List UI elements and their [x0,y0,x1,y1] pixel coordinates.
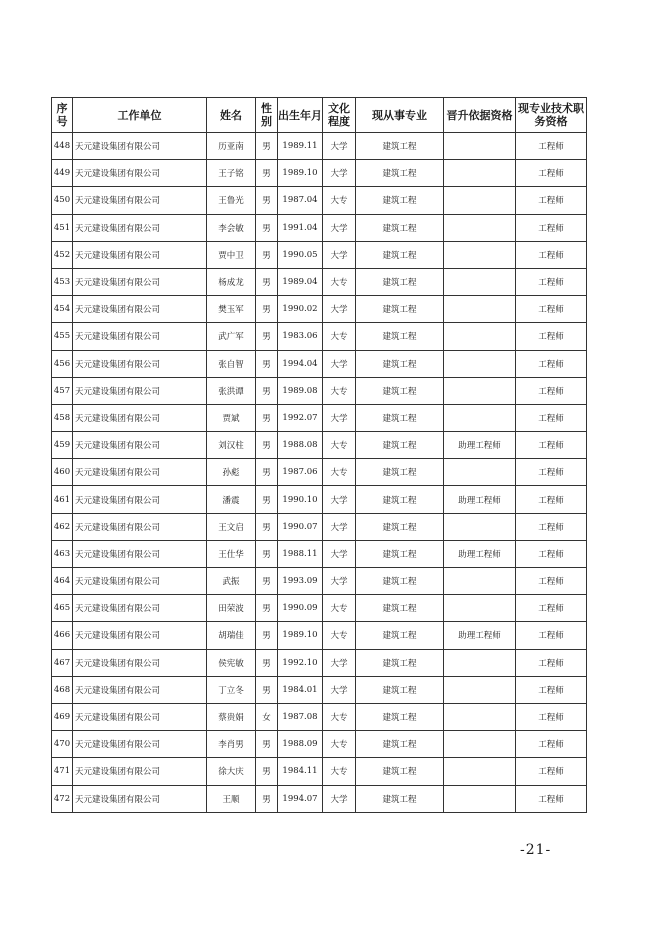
page-number: -21- [520,842,552,858]
cell-birth: 1988.11 [278,540,323,567]
cell-seq: 467 [52,649,73,676]
cell-seq: 462 [52,513,73,540]
cell-seq: 459 [52,432,73,459]
cell-education: 大学 [323,160,356,187]
cell-unit: 天元建设集团有限公司 [73,187,207,214]
cell-gender: 男 [256,540,278,567]
table-row [52,649,587,676]
cell-birth: 1990.10 [278,486,323,513]
cell-seq: 471 [52,758,73,785]
cell-name: 徐大庆 [207,758,256,785]
cell-name: 潘震 [207,486,256,513]
cell-name: 孙彪 [207,459,256,486]
cell-qualification: 工程师 [516,649,587,676]
cell-unit: 天元建设集团有限公司 [73,676,207,703]
cell-seq: 463 [52,540,73,567]
cell-birth: 1994.07 [278,785,323,812]
cell-basis [444,513,516,540]
cell-education: 大学 [323,540,356,567]
cell-unit: 天元建设集团有限公司 [73,622,207,649]
roster-table-wrap [51,97,586,813]
table-row [52,622,587,649]
cell-education: 大学 [323,676,356,703]
table-row [52,459,587,486]
cell-gender: 男 [256,268,278,295]
cell-education: 大学 [323,214,356,241]
cell-gender: 男 [256,160,278,187]
cell-qualification: 工程师 [516,676,587,703]
cell-name: 王顺 [207,785,256,812]
cell-major: 建筑工程 [356,649,444,676]
cell-education: 大专 [323,187,356,214]
cell-major: 建筑工程 [356,133,444,160]
cell-major: 建筑工程 [356,459,444,486]
cell-unit: 天元建设集团有限公司 [73,785,207,812]
cell-seq: 450 [52,187,73,214]
cell-name: 王文启 [207,513,256,540]
header-unit: 工作单位 [73,98,207,133]
cell-qualification: 工程师 [516,459,587,486]
cell-birth: 1989.04 [278,268,323,295]
cell-major: 建筑工程 [356,513,444,540]
cell-education: 大专 [323,323,356,350]
cell-seq: 472 [52,785,73,812]
cell-seq: 470 [52,731,73,758]
cell-qualification: 工程师 [516,214,587,241]
cell-qualification: 工程师 [516,731,587,758]
cell-basis [444,676,516,703]
cell-birth: 1984.01 [278,676,323,703]
table-row [52,296,587,323]
cell-unit: 天元建设集团有限公司 [73,595,207,622]
cell-basis: 助理工程师 [444,432,516,459]
cell-birth: 1990.02 [278,296,323,323]
cell-gender: 男 [256,404,278,431]
cell-basis: 助理工程师 [444,540,516,567]
cell-name: 李会敏 [207,214,256,241]
cell-basis [444,595,516,622]
cell-name: 张洪谭 [207,377,256,404]
cell-major: 建筑工程 [356,785,444,812]
cell-basis [444,731,516,758]
cell-qualification: 工程师 [516,432,587,459]
cell-gender: 男 [256,214,278,241]
cell-education: 大专 [323,432,356,459]
cell-birth: 1990.09 [278,595,323,622]
cell-name: 丁立冬 [207,676,256,703]
cell-birth: 1989.11 [278,133,323,160]
cell-major: 建筑工程 [356,323,444,350]
table-row [52,377,587,404]
cell-unit: 天元建设集团有限公司 [73,241,207,268]
cell-major: 建筑工程 [356,296,444,323]
cell-gender: 男 [256,758,278,785]
cell-qualification: 工程师 [516,513,587,540]
table-row [52,160,587,187]
cell-education: 大学 [323,486,356,513]
cell-education: 大专 [323,703,356,730]
cell-name: 侯宪敏 [207,649,256,676]
cell-birth: 1989.08 [278,377,323,404]
cell-basis [444,187,516,214]
cell-unit: 天元建设集团有限公司 [73,513,207,540]
cell-seq: 458 [52,404,73,431]
cell-education: 大学 [323,241,356,268]
cell-major: 建筑工程 [356,268,444,295]
cell-unit: 天元建设集团有限公司 [73,432,207,459]
cell-name: 蔡贵娟 [207,703,256,730]
cell-unit: 天元建设集团有限公司 [73,214,207,241]
cell-seq: 448 [52,133,73,160]
cell-major: 建筑工程 [356,622,444,649]
cell-unit: 天元建设集团有限公司 [73,268,207,295]
cell-basis: 助理工程师 [444,622,516,649]
cell-seq: 464 [52,568,73,595]
cell-unit: 天元建设集团有限公司 [73,133,207,160]
table-row [52,731,587,758]
cell-qualification: 工程师 [516,595,587,622]
cell-birth: 1983.06 [278,323,323,350]
cell-major: 建筑工程 [356,595,444,622]
cell-education: 大学 [323,785,356,812]
table-row [52,486,587,513]
table-row [52,595,587,622]
table-row [52,703,587,730]
header-seq: 序号 [52,98,73,133]
cell-birth: 1992.10 [278,649,323,676]
cell-birth: 1992.07 [278,404,323,431]
cell-seq: 455 [52,323,73,350]
roster-table [51,97,587,813]
table-row [52,404,587,431]
cell-gender: 男 [256,323,278,350]
table-row [52,568,587,595]
cell-education: 大学 [323,404,356,431]
cell-basis [444,350,516,377]
cell-seq: 456 [52,350,73,377]
table-row [52,350,587,377]
cell-education: 大学 [323,649,356,676]
table-row [52,785,587,812]
cell-basis [444,649,516,676]
cell-birth: 1991.04 [278,214,323,241]
cell-education: 大专 [323,595,356,622]
cell-gender: 男 [256,296,278,323]
cell-birth: 1990.07 [278,513,323,540]
cell-qualification: 工程师 [516,296,587,323]
cell-unit: 天元建设集团有限公司 [73,296,207,323]
table-body [52,133,587,813]
cell-major: 建筑工程 [356,187,444,214]
cell-name: 田荣波 [207,595,256,622]
cell-qualification: 工程师 [516,622,587,649]
cell-unit: 天元建设集团有限公司 [73,377,207,404]
cell-qualification: 工程师 [516,568,587,595]
cell-gender: 男 [256,731,278,758]
cell-qualification: 工程师 [516,350,587,377]
cell-seq: 460 [52,459,73,486]
cell-gender: 男 [256,350,278,377]
cell-basis: 助理工程师 [444,486,516,513]
cell-unit: 天元建设集团有限公司 [73,350,207,377]
cell-education: 大学 [323,350,356,377]
cell-qualification: 工程师 [516,160,587,187]
cell-basis [444,241,516,268]
cell-qualification: 工程师 [516,486,587,513]
cell-unit: 天元建设集团有限公司 [73,486,207,513]
cell-basis [444,133,516,160]
cell-unit: 天元建设集团有限公司 [73,731,207,758]
cell-name: 贾中卫 [207,241,256,268]
header-gender: 性别 [256,98,278,133]
cell-basis [444,268,516,295]
cell-basis [444,296,516,323]
cell-birth: 1988.09 [278,731,323,758]
cell-unit: 天元建设集团有限公司 [73,540,207,567]
cell-name: 武广军 [207,323,256,350]
cell-qualification: 工程师 [516,404,587,431]
cell-seq: 453 [52,268,73,295]
cell-name: 樊玉军 [207,296,256,323]
cell-unit: 天元建设集团有限公司 [73,758,207,785]
table-row [52,133,587,160]
cell-education: 大专 [323,268,356,295]
cell-qualification: 工程师 [516,377,587,404]
header-education: 文化程度 [323,98,356,133]
cell-seq: 469 [52,703,73,730]
table-row [52,513,587,540]
cell-basis [444,404,516,431]
cell-birth: 1989.10 [278,622,323,649]
cell-gender: 男 [256,595,278,622]
header-birth: 出生年月 [278,98,323,133]
cell-gender: 男 [256,187,278,214]
cell-seq: 457 [52,377,73,404]
cell-qualification: 工程师 [516,540,587,567]
cell-unit: 天元建设集团有限公司 [73,649,207,676]
cell-birth: 1987.06 [278,459,323,486]
cell-basis [444,323,516,350]
cell-gender: 男 [256,649,278,676]
cell-name: 李肖男 [207,731,256,758]
cell-gender: 男 [256,459,278,486]
cell-seq: 452 [52,241,73,268]
cell-gender: 男 [256,432,278,459]
cell-education: 大专 [323,622,356,649]
cell-education: 大专 [323,459,356,486]
cell-major: 建筑工程 [356,568,444,595]
cell-name: 武振 [207,568,256,595]
cell-major: 建筑工程 [356,214,444,241]
cell-gender: 男 [256,241,278,268]
cell-seq: 466 [52,622,73,649]
cell-major: 建筑工程 [356,758,444,785]
cell-unit: 天元建设集团有限公司 [73,703,207,730]
header-name: 姓名 [207,98,256,133]
table-row [52,432,587,459]
table-row [52,214,587,241]
cell-major: 建筑工程 [356,731,444,758]
cell-name: 杨成龙 [207,268,256,295]
cell-basis [444,377,516,404]
cell-qualification: 工程师 [516,187,587,214]
cell-birth: 1990.05 [278,241,323,268]
cell-major: 建筑工程 [356,432,444,459]
cell-birth: 1984.11 [278,758,323,785]
table-row [52,241,587,268]
cell-seq: 451 [52,214,73,241]
cell-major: 建筑工程 [356,241,444,268]
cell-qualification: 工程师 [516,323,587,350]
cell-name: 历亚南 [207,133,256,160]
cell-name: 贾斌 [207,404,256,431]
cell-major: 建筑工程 [356,486,444,513]
cell-name: 王鲁光 [207,187,256,214]
cell-qualification: 工程师 [516,703,587,730]
cell-major: 建筑工程 [356,676,444,703]
cell-major: 建筑工程 [356,377,444,404]
cell-birth: 1994.04 [278,350,323,377]
cell-gender: 男 [256,486,278,513]
cell-gender: 男 [256,377,278,404]
cell-name: 刘汉柱 [207,432,256,459]
cell-birth: 1993.09 [278,568,323,595]
cell-gender: 男 [256,133,278,160]
table-header-row [52,98,587,133]
header-qualification: 现专业技术职务资格 [516,98,587,133]
header-major: 现从事专业 [356,98,444,133]
table-row [52,676,587,703]
cell-education: 大学 [323,296,356,323]
cell-education: 大学 [323,513,356,540]
cell-major: 建筑工程 [356,160,444,187]
cell-unit: 天元建设集团有限公司 [73,404,207,431]
cell-seq: 449 [52,160,73,187]
cell-gender: 男 [256,568,278,595]
cell-education: 大专 [323,758,356,785]
cell-qualification: 工程师 [516,785,587,812]
cell-education: 大学 [323,133,356,160]
table-row [52,758,587,785]
cell-basis [444,703,516,730]
cell-birth: 1989.10 [278,160,323,187]
cell-qualification: 工程师 [516,758,587,785]
cell-gender: 男 [256,676,278,703]
cell-major: 建筑工程 [356,703,444,730]
cell-qualification: 工程师 [516,133,587,160]
cell-birth: 1987.04 [278,187,323,214]
cell-unit: 天元建设集团有限公司 [73,160,207,187]
cell-seq: 461 [52,486,73,513]
cell-name: 王仕华 [207,540,256,567]
cell-major: 建筑工程 [356,350,444,377]
cell-basis [444,214,516,241]
cell-basis [444,758,516,785]
cell-gender: 男 [256,785,278,812]
table-row [52,323,587,350]
cell-qualification: 工程师 [516,268,587,295]
cell-name: 王子铭 [207,160,256,187]
table-row [52,268,587,295]
cell-education: 大专 [323,731,356,758]
cell-major: 建筑工程 [356,404,444,431]
cell-unit: 天元建设集团有限公司 [73,323,207,350]
cell-name: 张自智 [207,350,256,377]
cell-seq: 468 [52,676,73,703]
cell-seq: 465 [52,595,73,622]
cell-unit: 天元建设集团有限公司 [73,568,207,595]
cell-birth: 1987.08 [278,703,323,730]
cell-major: 建筑工程 [356,540,444,567]
cell-basis [444,785,516,812]
cell-basis [444,459,516,486]
cell-basis [444,160,516,187]
header-basis: 晋升依据资格 [444,98,516,133]
cell-qualification: 工程师 [516,241,587,268]
cell-gender: 男 [256,513,278,540]
cell-name: 胡瑞佳 [207,622,256,649]
cell-gender: 女 [256,703,278,730]
cell-gender: 男 [256,622,278,649]
cell-birth: 1988.08 [278,432,323,459]
table-row [52,187,587,214]
cell-unit: 天元建设集团有限公司 [73,459,207,486]
cell-education: 大专 [323,377,356,404]
cell-education: 大学 [323,568,356,595]
cell-basis [444,568,516,595]
table-row [52,540,587,567]
cell-seq: 454 [52,296,73,323]
